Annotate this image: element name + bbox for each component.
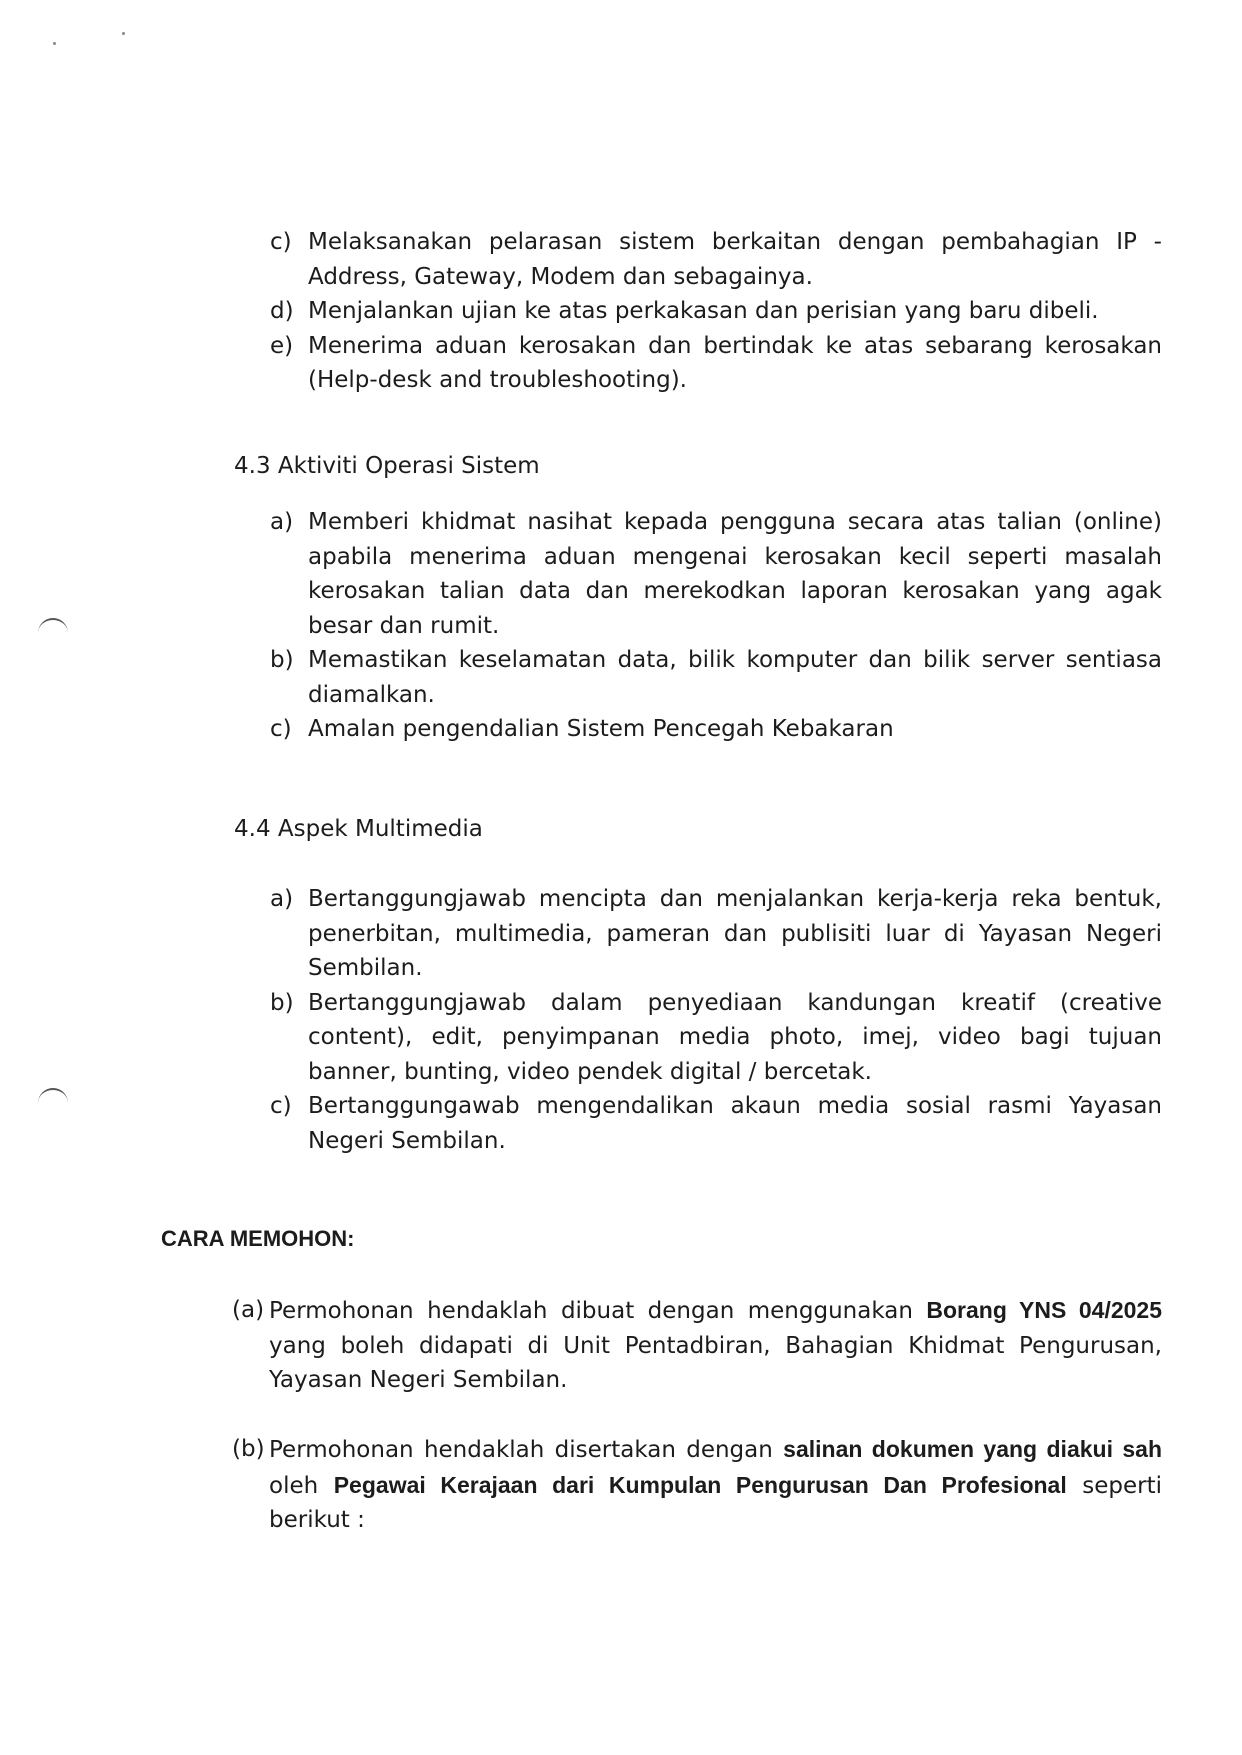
text-run: Permohonan hendaklah disertakan dengan [269, 1437, 784, 1463]
punch-hole-mark [38, 618, 68, 634]
section-4-3-list [270, 505, 1162, 747]
list-marker: e) [270, 332, 294, 359]
list-item [270, 882, 1162, 986]
list-item-text: Melaksanakan pelarasan sistem berkaitan dengan pembahagian IP - Address, Gateway, Modem dan sebagainya. [308, 229, 1162, 290]
list-marker: b) [270, 647, 294, 673]
list-marker: (a) [232, 1297, 265, 1323]
list-item-text [269, 1293, 1162, 1398]
list-marker: b) [270, 989, 294, 1016]
text-run: Permohonan hendaklah dibuat dengan menggunakan [269, 1298, 927, 1324]
list-marker: a) [270, 509, 294, 535]
list-item-text: Bertanggungjawab dalam penyediaan kandungan kreatif (creative content), edit, penyimpanan media photo, imej, video bagi tujuan banner, bunting, video pendek digital / bercetak. [308, 989, 1162, 1085]
text-run: seperti berikut : [269, 1472, 1162, 1533]
punch-hole-mark [38, 1088, 68, 1104]
list-marker: c) [270, 229, 292, 255]
list-item [270, 294, 1162, 329]
text-run: oleh [269, 1472, 334, 1499]
list-marker: c) [270, 716, 292, 742]
list-item [270, 986, 1162, 1090]
list-item [270, 505, 1162, 643]
list-marker: d) [270, 298, 294, 324]
bold-text-run: Pegawai Kerajaan dari Kumpulan Pengurusan Dan Profesional [333, 1471, 1067, 1498]
list-item-text: Memberi khidmat nasihat kepada pengguna secara atas talian (online) apabila menerima aduan mengenai kerosakan kecil seperti masalah kerosakan talian data dan merekodkan laporan kerosakan yang agak besar dan rumit. [308, 509, 1162, 639]
section-heading-4-4: 4.4 Aspek Multimedia [234, 816, 483, 842]
list-marker: (b) [232, 1436, 265, 1462]
list-item [232, 1293, 1162, 1398]
list-item-text: Memastikan keselamatan data, bilik komputer dan bilik server sentiasa diamalkan. [308, 647, 1162, 708]
list-marker: c) [270, 1093, 292, 1119]
list-item [270, 329, 1162, 398]
section-4-4-list [270, 882, 1162, 1158]
cara-memohon-heading: CARA MEMOHON: [161, 1226, 355, 1251]
list-item-text: Menjalankan ujian ke atas perkakasan dan perisian yang baru dibeli. [308, 298, 1099, 324]
list-item [270, 643, 1162, 712]
bold-text-run: salinan dokumen yang diakui sah [783, 1436, 1162, 1462]
list-item-text: Menerima aduan kerosakan dan bertindak ke atas sebarang kerosakan (Help-desk and troubleshooting). [308, 332, 1162, 393]
scan-speck [122, 32, 125, 35]
section-heading-4-3: 4.3 Aktiviti Operasi Sistem [234, 453, 540, 479]
list-item [232, 1432, 1162, 1538]
list-item-text [269, 1432, 1162, 1538]
list-item [270, 712, 1162, 747]
bold-text-run: Borang YNS 04/2025 [926, 1297, 1162, 1323]
scan-speck [53, 42, 56, 45]
list-item-text: Bertanggungjawab mencipta dan menjalankan kerja-kerja reka bentuk, penerbitan, multimedia, pameran dan publisiti luar di Yayasan Negeri Sembilan. [308, 886, 1162, 981]
operations-list [270, 225, 1162, 398]
list-item-text: Bertanggungawab mengendalikan akaun media sosial rasmi Yayasan Negeri Sembilan. [308, 1093, 1162, 1154]
application-list-a [232, 1293, 1162, 1398]
list-item [270, 225, 1162, 294]
list-marker: a) [270, 886, 294, 912]
list-item [270, 1089, 1162, 1158]
text-run: yang boleh didapati di Unit Pentadbiran, Bahagian Khidmat Pengurusan, Yayasan Negeri Sembilan. [269, 1332, 1162, 1393]
application-list-b [232, 1432, 1162, 1538]
list-item-text: Amalan pengendalian Sistem Pencegah Kebakaran [308, 716, 894, 742]
